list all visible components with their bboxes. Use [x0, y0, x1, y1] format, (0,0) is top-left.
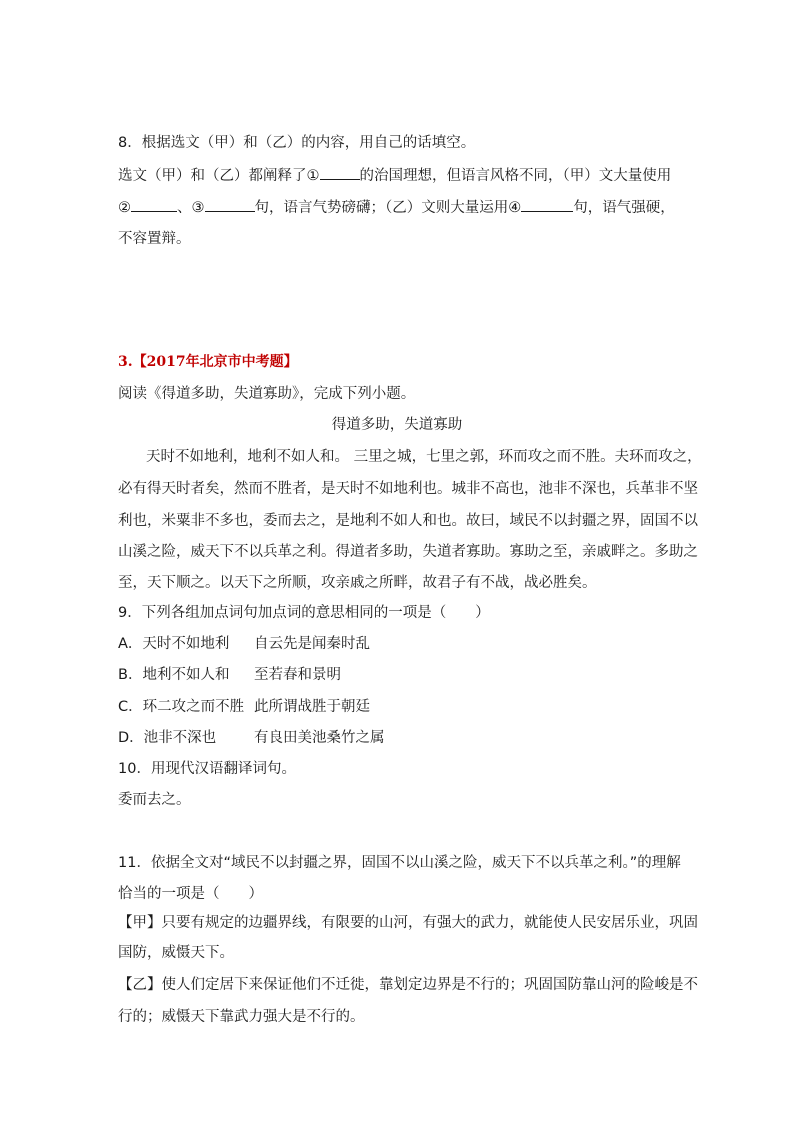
- passage-line: 天时不如地利，地利不如人和。 三里之城，七里之郭，环而攻之而不胜。夫环而攻之，: [146, 449, 702, 465]
- q9-option-c-label: C．环二攻之而不胜: [118, 699, 245, 715]
- passage-title: 得道多助，失道寡助: [331, 417, 463, 433]
- q11-option-b-line2: 行的；威慑天下靠武力强大是不行的。: [118, 1009, 365, 1025]
- q8-line1: [118, 165, 671, 186]
- q10-question: 10．用现代汉语翻译词句。: [118, 761, 296, 777]
- section-instruction: 阅读《得道多助，失道寡助》，完成下列小题。: [118, 386, 416, 402]
- q9-option-c-compare: 此所谓战胜于朝廷: [254, 699, 370, 715]
- q8-line2: [118, 197, 675, 218]
- blank-1[interactable]: [320, 165, 360, 180]
- passage-line: 必有得天时者矣，然而不胜者，是天时不如地利也。城非不高也，池非不深也，兵革非不坚: [118, 481, 698, 497]
- passage-line: 利也，米粟非不多也，委而去之，是地利不如人和也。故曰，域民不以封疆之界，固国不以: [118, 513, 698, 529]
- q11-option-b-line1[interactable]: 【乙】使人们定居下来保证他们不迁徙，靠划定边界是不行的；巩固国防靠山河的险峻是不: [118, 977, 698, 993]
- q9-option-d[interactable]: [118, 728, 385, 748]
- section-source: 【2017年北京市中考题】: [132, 354, 298, 370]
- q8-line2-d: 句，语气强硬，: [573, 200, 675, 216]
- passage-line: 至，天下顺之。以天下之所顺，攻亲戚之所畔，故君子有不战，战必胜矣。: [118, 575, 597, 591]
- q9-option-c[interactable]: [118, 697, 370, 717]
- q8-line1-b: 的治国理想，但语言风格不同，（甲）文大量使用: [359, 168, 672, 184]
- q8-title: 8．根据选文（甲）和（乙）的内容，用自己的话填空。: [118, 135, 476, 151]
- q11-question-line1: 11．依据全文对“域民不以封疆之界，固国不以山溪之险，威天下不以兵革之利。”的理解: [118, 855, 681, 871]
- q8-line3: 不容置辩。: [118, 231, 191, 247]
- blank-3[interactable]: [205, 197, 255, 212]
- q10-text: 委而去之。: [118, 792, 191, 808]
- q11-option-a-line1[interactable]: 【甲】只要有规定的边疆界线，有限要的山河，有强大的武力，就能使人民安居乐业，巩固: [118, 915, 698, 931]
- q9-option-b[interactable]: [118, 665, 341, 685]
- q11-option-a-line2: 国防，威慑天下。: [118, 945, 234, 961]
- q8-line1-a: 选文（甲）和（乙）都阐释了①: [118, 168, 320, 184]
- blank-2[interactable]: [131, 197, 177, 212]
- q8-line2-c: 句，语言气势磅礴；（乙）文则大量运用④: [254, 200, 522, 216]
- passage-line: 山溪之险，威天下不以兵革之利。得道者多助，失道者寡助。寡助之至，亲戚畔之。多助之: [118, 544, 698, 560]
- section-number: 3.: [118, 354, 133, 370]
- q9-option-b-label: B．地利不如人和: [118, 667, 230, 683]
- q9-option-a[interactable]: [118, 634, 370, 654]
- q9-option-d-compare: 有良田美池桑竹之属: [254, 730, 385, 746]
- q9-option-d-label: D．池非不深也: [118, 730, 217, 746]
- q11-question-line2: 恰当的一项是（ ）: [118, 886, 263, 902]
- q8-line2-b: 、③: [177, 200, 205, 216]
- q9-question: 9．下列各组加点词句加点词的意思相同的一项是（ ）: [118, 605, 490, 621]
- q9-option-a-compare: 自云先是闻秦时乱: [254, 636, 370, 652]
- blank-4[interactable]: [521, 197, 573, 212]
- section-heading: [118, 352, 298, 372]
- q9-option-b-compare: 至若春和景明: [254, 667, 341, 683]
- q9-option-a-label: A．天时不如地利: [118, 636, 230, 652]
- q8-line2-a: ②: [118, 200, 131, 216]
